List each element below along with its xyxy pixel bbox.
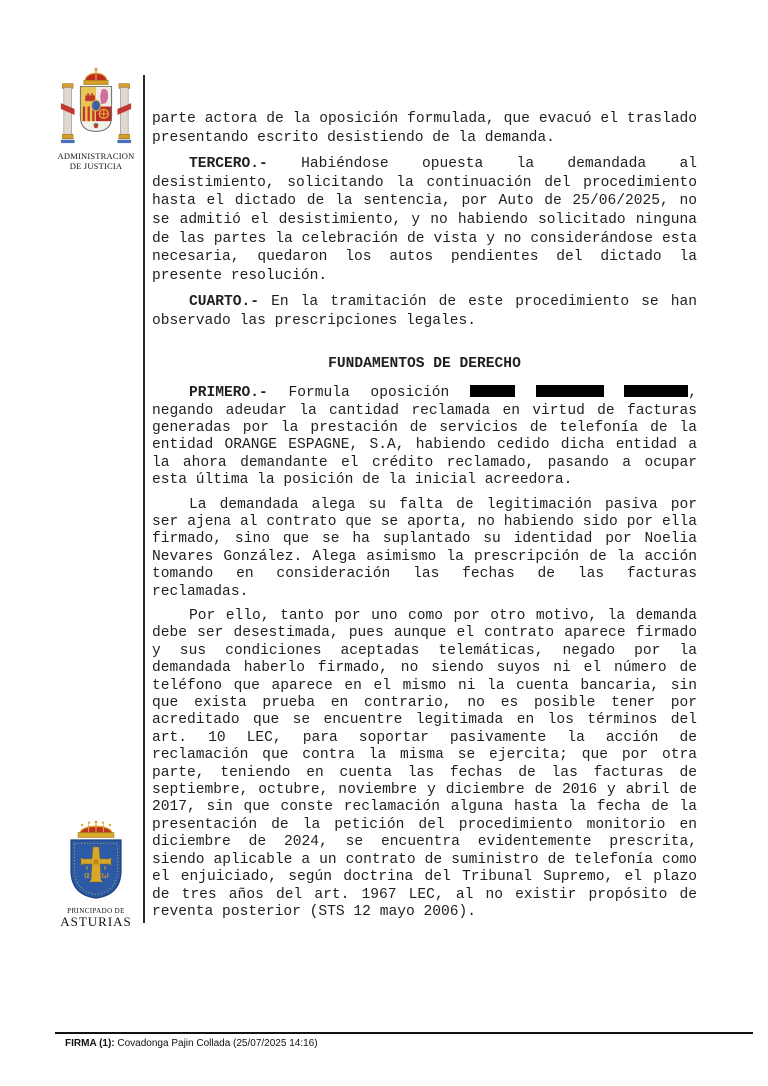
redaction-box — [624, 385, 688, 397]
text-line: de las partes la celebración de vista y no considerándose esta — [152, 230, 697, 247]
text-line: esta última la posición de la inicial acreedora. — [152, 472, 573, 489]
text-line: teléfono que aparece en el mismo ni la cuenta bancaria, sin — [152, 677, 697, 694]
text-line: firmado, sino que se ha suplantado su identidad por Noelia — [152, 531, 697, 548]
text-line: tomando en consideración las fechas de las facturas — [152, 566, 697, 583]
text-line: parte actora de la oposición formulada, que evacuó el traslado — [152, 111, 697, 127]
text-line: reclamadas. — [152, 583, 249, 600]
redaction-box — [536, 385, 604, 397]
paragraph-lead: CUARTO.- — [189, 294, 260, 311]
text-line: de tres años del art. 1967 LEC, al no existir propósito de — [152, 886, 697, 903]
spain-coat-of-arms-icon — [55, 66, 137, 150]
paragraph — [152, 497, 697, 601]
paragraph-lead: PRIMERO.- — [189, 385, 268, 402]
text-line: septiembre, octubre, noviembre y diciembre de 2016 y abril de — [152, 782, 697, 799]
paragraph — [152, 608, 697, 921]
text-line: art. 10 LEC, para soportar pasivamente la acción de — [152, 729, 697, 746]
text-line: acreditado que se encuentre legitimada en los términos del — [152, 712, 697, 729]
text-line: se admitió el desistimiento, y no habiendo solicitado ninguna — [152, 211, 697, 228]
text-line: debe ser desestimada, pues aunque el contrato aparece firmado — [152, 625, 697, 642]
text-line: entidad ORANGE ESPAGNE, S.A, habiendo cedido dicha entidad a — [152, 437, 697, 454]
svg-text:ω: ω — [101, 871, 110, 881]
signature-value: Covadonga Pajin Collada (25/07/2025 14:16) — [114, 1038, 318, 1049]
text-line: Nevares González. Alega asimismo la prescripción de la acción — [152, 548, 697, 565]
text-line: hasta el dictado de la sentencia, por Auto de 25/06/2025, no — [152, 193, 697, 210]
paragraph — [152, 155, 697, 285]
text-line: presente resolución. — [152, 267, 328, 284]
signature-label: FIRMA (1): — [65, 1038, 115, 1049]
text-line: demandada haberlo firmado, no siendo suyos ni el número de — [152, 660, 697, 677]
text-line: y sus condiciones aceptadas telemáticas, negado por la — [152, 642, 697, 659]
asturias-coat-of-arms-icon — [55, 820, 137, 904]
text-line: TERCERO.- Habiéndose opuesta la demandada al — [189, 156, 697, 173]
text-line: necesaria, quedaron los autos pendientes del dictado la — [152, 249, 697, 266]
text-line: negando adeudar la cantidad reclamada en virtud de facturas — [152, 402, 697, 419]
text-line: diciembre de 2024, se encuentra evidentemente prescrita, — [152, 834, 697, 851]
svg-text:α: α — [84, 871, 90, 881]
margin-divider-line — [143, 75, 145, 923]
justice-caption-line2: DE JUSTICIA — [69, 160, 123, 171]
asturias-emblem — [55, 820, 137, 930]
text-line: CUARTO.- En la tramitación de este procedimiento se han — [189, 294, 697, 311]
footer-divider-line — [55, 1032, 753, 1034]
document-body — [152, 110, 697, 921]
text-line: la ahora demandante el crédito reclamado, pasando a ocupar — [152, 454, 697, 471]
text-line: parte, teniendo en cuenta las fechas de las facturas de — [152, 764, 697, 781]
text-line: ser ajena al contrato que se aporta, no habiendo sido por ella — [152, 513, 697, 530]
text-line: generadas por la prestación de servicios de telefonía de la — [152, 419, 697, 436]
text-line: reventa posterior (STS 12 mayo 2006). — [152, 903, 477, 920]
paragraph — [152, 385, 697, 489]
text-line: que exista prueba en contrario, no es posible tener por — [152, 695, 697, 712]
paragraph-lead: TERCERO.- — [189, 156, 268, 173]
text-line: 2017, sin que conste reclamación alguna hasta la fecha de la — [152, 799, 697, 816]
text-line: reclamación que contra la misma se ejercita; que por otra — [152, 747, 697, 764]
justice-caption-line1: ADMINISTRACION — [57, 151, 135, 161]
text-line: Por ello, tanto por uno como por otro motivo, la demanda — [189, 608, 697, 624]
justice-emblem — [55, 66, 137, 172]
text-line: observado las prescripciones legales. — [152, 312, 477, 329]
paragraph — [152, 110, 697, 147]
signature-line — [65, 1038, 318, 1049]
paragraph — [152, 293, 697, 330]
text-line: presentación de la petición del procedimiento monitorio en — [152, 816, 697, 833]
asturias-caption-line2: ASTURIAS — [60, 914, 132, 930]
text-line: desistimiento, solicitando la continuación del procedimiento — [152, 174, 697, 191]
redaction-box — [470, 385, 515, 397]
text-line: PRIMERO.- Formula oposición , — [189, 385, 697, 402]
text-line: el enjuiciado, según doctrina del Tribunal Supremo, el plazo — [152, 869, 697, 886]
text-line: siendo aplicable a un contrato de suministro de telefonía como — [152, 851, 697, 868]
asturias-caption-line1: PRINCIPADO DE — [67, 907, 125, 915]
text-line: presentando escrito desistiendo de la demanda. — [152, 129, 555, 146]
section-heading: FUNDAMENTOS DE DERECHO — [328, 355, 521, 372]
text-line: La demandada alega su falta de legitimación pasiva por — [189, 496, 697, 513]
